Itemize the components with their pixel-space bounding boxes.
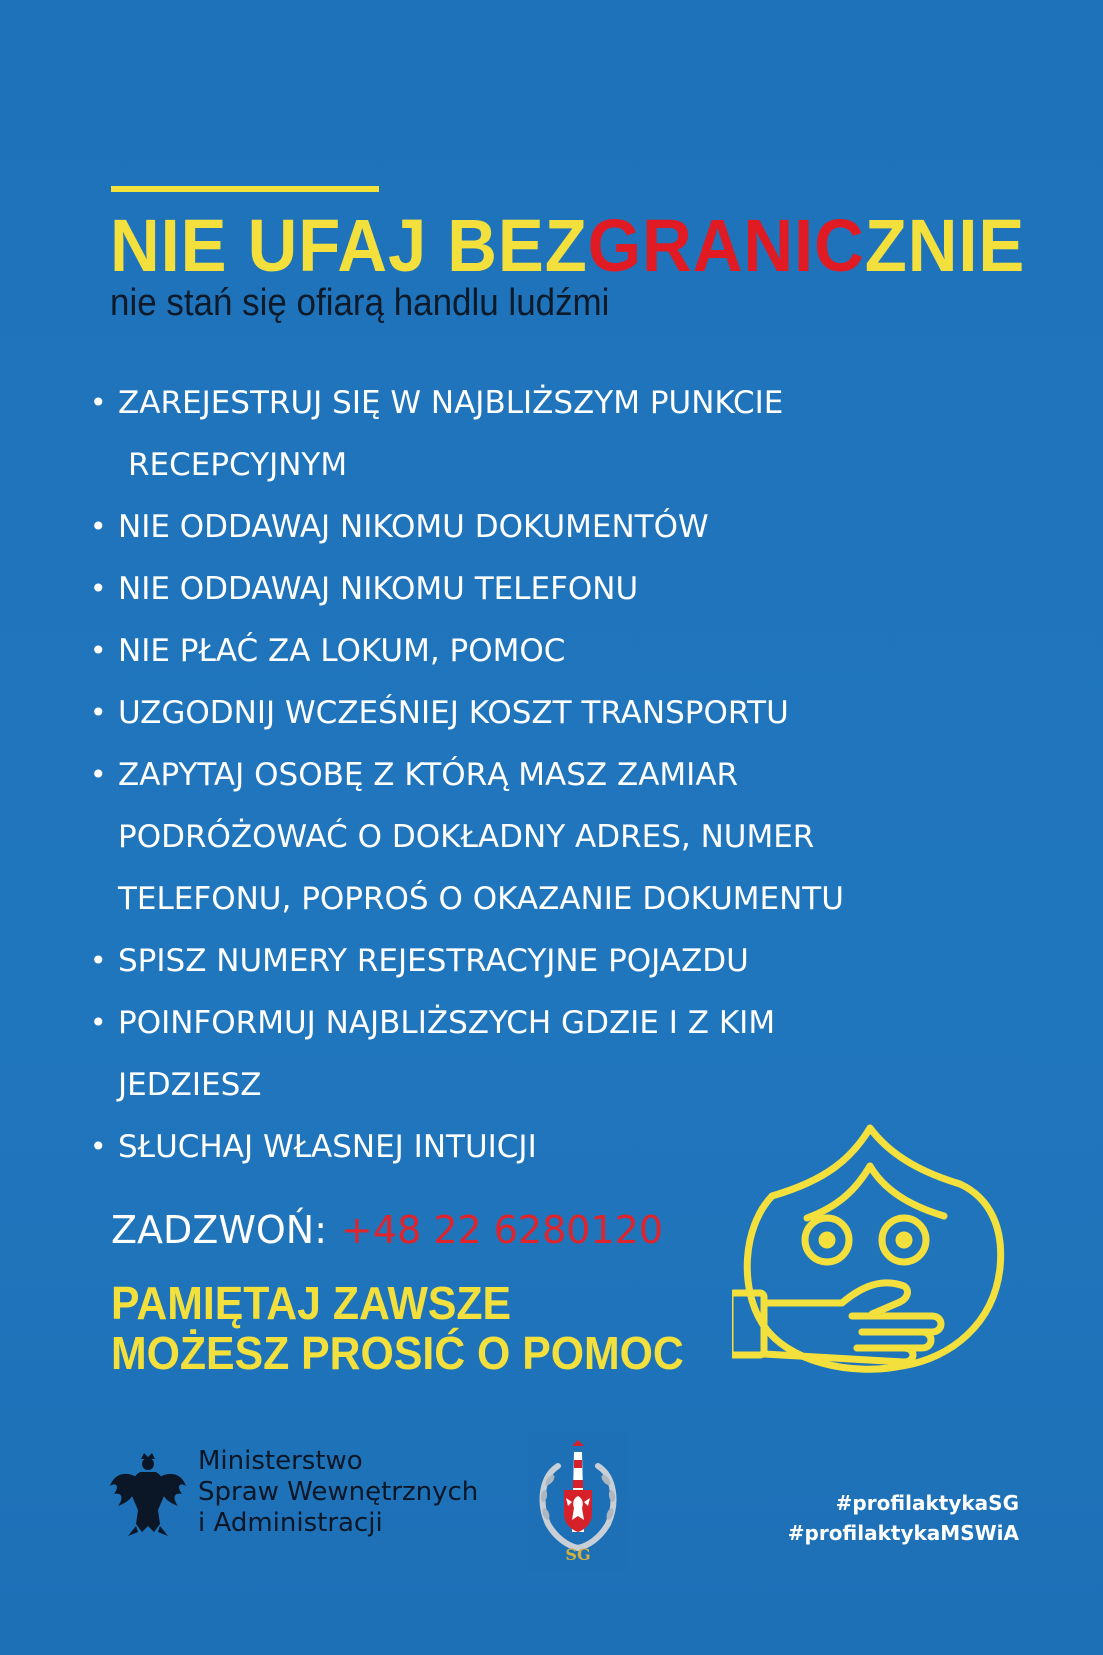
- tip-line: RECEPCYJNYM: [128, 447, 348, 483]
- tips-list: [88, 372, 918, 1178]
- tip-line: SŁUCHAJ WŁASNEJ INTUICJI: [118, 1129, 537, 1165]
- phone-number: +48 22 6280120: [341, 1208, 663, 1252]
- title-part-yellow-end: ZNIE: [864, 204, 1026, 287]
- bullet-icon: •: [90, 1130, 107, 1163]
- remember-message: [111, 1278, 684, 1378]
- bullet-icon: •: [90, 1006, 107, 1039]
- bullet-icon: •: [90, 758, 107, 791]
- tip-line: JEDZIESZ: [118, 1067, 262, 1103]
- tip-line: ZAREJESTRUJ SIĘ W NAJBLIŻSZYM PUNKCIE: [118, 385, 784, 421]
- tip-line: ZAPYTAJ OSOBĘ Z KTÓRĄ MASZ ZAMIAR: [118, 757, 739, 793]
- call-label: ZADZWOŃ:: [111, 1208, 328, 1252]
- top-accent-rule: [111, 186, 379, 192]
- tip-item: [88, 372, 918, 496]
- tip-item: [88, 744, 918, 930]
- remember-line-2: MOŻESZ PROSIĆ O POMOC: [111, 1327, 684, 1379]
- tip-line: UZGODNIJ WCZEŚNIEJ KOSZT TRANSPORTU: [118, 695, 789, 731]
- bullet-icon: •: [90, 696, 107, 729]
- border-guard-emblem-icon: [528, 1432, 628, 1572]
- ministry-line-1: Ministerstwo: [198, 1446, 363, 1476]
- tip-item: [88, 992, 918, 1116]
- tip-line: PODRÓŻOWAĆ O DOKŁADNY ADRES, NUMER: [118, 819, 815, 855]
- tip-line: NIE PŁAĆ ZA LOKUM, POMOC: [118, 633, 566, 669]
- bullet-icon: •: [90, 572, 107, 605]
- hashtags: [788, 1488, 1019, 1548]
- poster-title: [110, 206, 1025, 286]
- call-line: [111, 1205, 663, 1255]
- tip-line: NIE ODDAWAJ NIKOMU TELEFONU: [118, 571, 639, 607]
- tip-line: SPISZ NUMERY REJESTRACYJNE POJAZDU: [118, 943, 749, 979]
- bullet-icon: •: [90, 634, 107, 667]
- tip-item: [88, 620, 918, 682]
- ministry-name: [198, 1446, 478, 1539]
- tip-item: [88, 496, 918, 558]
- tip-item: [88, 558, 918, 620]
- title-part-red: GRANIC: [587, 204, 865, 287]
- hashtag-mswia: #profilaktykaMSWiA: [787, 1521, 1019, 1545]
- svg-text:SG: SG: [565, 1545, 591, 1564]
- tip-item: [88, 930, 918, 992]
- scared-face-hand-over-mouth-icon: [732, 1118, 1012, 1378]
- ministry-line-2: Spraw Wewnętrznych: [198, 1477, 479, 1507]
- tip-line: NIE ODDAWAJ NIKOMU DOKUMENTÓW: [118, 509, 709, 545]
- ministry-logo: [108, 1446, 528, 1546]
- tip-item: [88, 682, 918, 744]
- poster-subtitle: nie stań się ofiarą handlu ludźmi: [110, 282, 610, 324]
- bullet-icon: •: [90, 944, 107, 977]
- bullet-icon: •: [90, 386, 107, 419]
- bullet-icon: •: [90, 510, 107, 543]
- polish-eagle-emblem-icon: [108, 1452, 188, 1538]
- ministry-line-3: i Administracji: [198, 1508, 383, 1538]
- tip-line: TELEFONU, POPROŚ O OKAZANIE DOKUMENTU: [118, 881, 844, 917]
- remember-line-1: PAMIĘTAJ ZAWSZE: [111, 1277, 512, 1329]
- title-part-yellow: NIE UFAJ BEZ: [110, 204, 588, 287]
- hashtag-sg: #profilaktykaSG: [835, 1491, 1019, 1515]
- tip-line: POINFORMUJ NAJBLIŻSZYCH GDZIE I Z KIM: [118, 1005, 776, 1041]
